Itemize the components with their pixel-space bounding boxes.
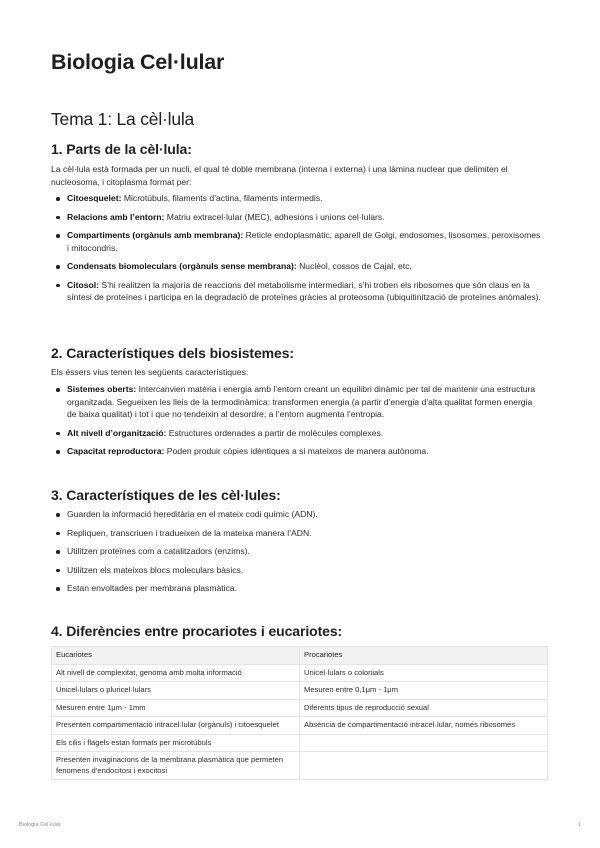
section-2-list (51, 383, 541, 464)
comparison-table (51, 646, 548, 780)
table-row (52, 664, 548, 682)
table-cell: Mesuren entre 0,1μm - 1μm (300, 682, 548, 700)
list-item: Citosol: S’hi realitzen la majoria de reaccions del metabolisme intermediari, s’hi troben els ribosomes que són claus en la síntesi de proteïnes i participa en la degradació de proteïnes gràcies al proteosoma (ubiquitinització de proteïnes anòmales). (51, 279, 541, 304)
table-cell: Els cilis i flagels estan formats per microtúbuls (52, 734, 300, 752)
table-row (52, 734, 548, 752)
document-title: Biologia Cel·lular (51, 50, 225, 74)
table-cell: Absència de compartimentació intracel·lular, només ribosomes (300, 717, 548, 735)
section-1-list (51, 192, 541, 310)
list-item: Estan envoltades per membrana plasmàtica. (51, 582, 541, 595)
list-item: Compartiments (orgànuls amb membrana): Reticle endoplasmàtic, aparell de Golgi, endosomes, lisosomes, peroxisomes i mitocondris. (51, 229, 541, 254)
section-2-heading: 2. Característiques dels biosistemes: (51, 345, 294, 361)
column-header-eucariotes: Eucariotes (52, 647, 300, 665)
list-item: Citoesquelet: Microtúbuls, filaments d’actina, filaments intermedis. (51, 192, 541, 205)
section-1-intro: La cèl·lula està formada per un nucli, el qual té doble membrana (interna i externa) i una làmina nuclear que delimiten el nucleosoma, i citoplasma format per: (51, 164, 508, 187)
table-header-row (52, 647, 548, 665)
section-3-list (51, 508, 541, 601)
table-cell: Unicel·lulars o pluricel·lulars (52, 682, 300, 700)
list-item: Utilitzen proteïnes com a catalitzadors (enzims). (51, 545, 541, 558)
table-cell (300, 752, 548, 780)
table-cell: Presenten compartimentació intracel·lular (orgànuls) i citoesquelet (52, 717, 300, 735)
section-4-heading: 4. Diferències entre procariotes i eucariotes: (51, 623, 343, 639)
table-cell (300, 734, 548, 752)
list-item: Repliquen, transcriuen i tradueixen de la mateixa manera l’ADN. (51, 527, 541, 540)
list-item: Utilitzen els mateixos blocs moleculars bàsics. (51, 564, 541, 577)
table-cell: Presenten invaginacions de la membrana plasmàtica que permeten fenomens d’endocitosi i exocitosi (52, 752, 300, 780)
list-item: Sistemes oberts: Intercanvien matèria i energia amb l’entorn creant un equilibri dinàmic per tal de mantenir una estructura organitzada. Segueixen les lleis de la termodinàmica: transformen energia (a partir d’energia d’alta qualitat formen energia de baixa qualitat) i tot i que no tendeixin al desordre, a l’entorn augmenta l’entropia. (51, 383, 541, 421)
section-1-heading: 1. Parts de la cèl·lula: (51, 141, 192, 157)
table-row (52, 699, 548, 717)
list-item: Condensats biomoleculars (orgànuls sense membrana): Nuclèol, cossos de Cajal, etc. (51, 260, 541, 273)
list-item: Guarden la informació hereditària en el mateix codi químic (ADN). (51, 508, 541, 521)
column-header-procariotes: Procariotes (300, 647, 548, 665)
page-number: 1 (577, 822, 581, 828)
list-item: Relacions amb l’entorn: Matriu extracel·lular (MEC), adhesions i unions cel·lulars. (51, 211, 541, 224)
table-row (52, 682, 548, 700)
table-cell: Alt nivell de complexitat, genoma amb molta informació (52, 664, 300, 682)
footer-title: Biologia Cel·lular (19, 822, 61, 828)
section-2-intro: Els éssers vius tenen les següents característiques: (51, 367, 249, 377)
table-cell: Mesuren entre 1μm - 1mm (52, 699, 300, 717)
list-item: Alt nivell d’organització: Estructures ordenades a partir de molècules complexes. (51, 427, 541, 440)
table-row (52, 717, 548, 735)
topic-heading: Tema 1: La cèl·lula (51, 109, 195, 129)
list-item: Capacitat reproductora: Poden produir còpies idèntiques a si mateixos de manera autònoma. (51, 445, 541, 458)
table-cell: Diferents tipus de reproducció sexual (300, 699, 548, 717)
table-cell: Unicel·lulars o colonials (300, 664, 548, 682)
section-3-heading: 3. Característiques de les cèl·lules: (51, 487, 281, 503)
table-row (52, 752, 548, 780)
